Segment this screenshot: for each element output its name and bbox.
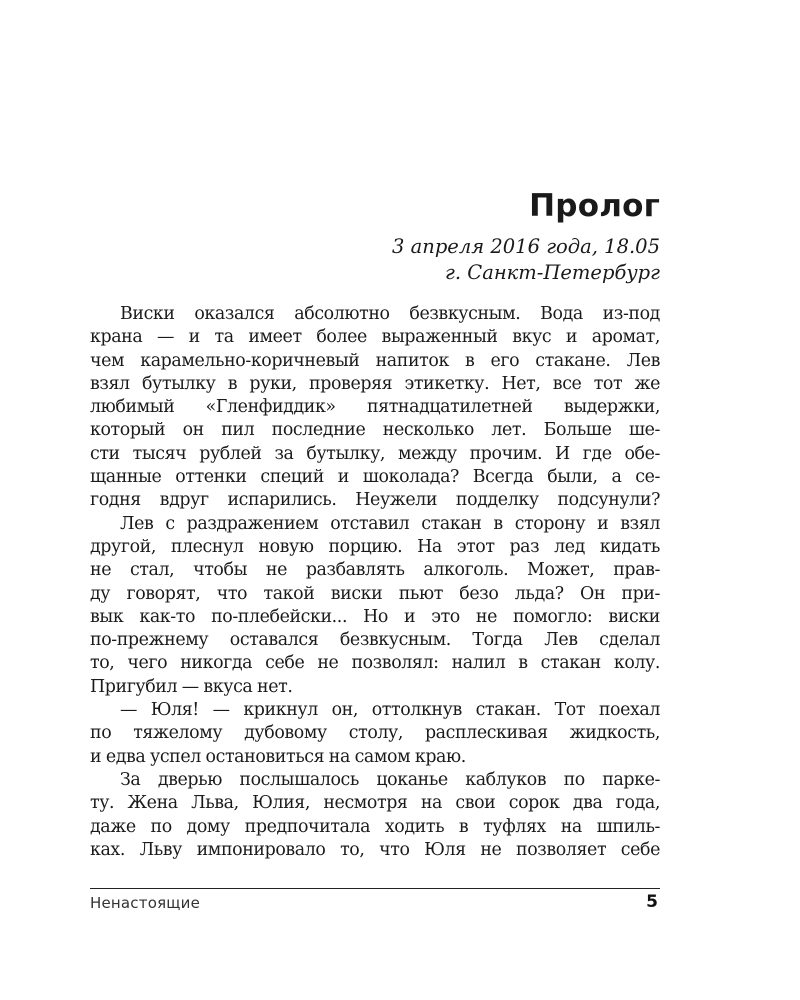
chapter-place: г. Санкт-Петербург — [445, 261, 660, 284]
text-line: по тяжелому дубовому столу, расплескивая жидкость, — [90, 723, 660, 744]
chapter-title: Пролог — [529, 188, 660, 224]
text-line: любимый «Гленфиддик» пятнадцатилетней выдержки, — [90, 397, 660, 418]
text-line: щанные оттенки специй и шоколада? Всегда были, а се- — [90, 467, 660, 488]
text-line: сти тысяч рублей за бутылку, между прочим. И где обе- — [90, 443, 660, 464]
text-line: не стал, чтобы не разбавлять алкоголь. Может, прав- — [90, 560, 660, 581]
text-line: Виски оказался абсолютно безвкусным. Вода из-под — [120, 304, 660, 324]
text-line: годня вдруг испарились. Неужели подделку подсунули? — [90, 490, 660, 511]
text-line: даже по дому предпочитала ходить в туфлях на шпиль- — [90, 816, 660, 837]
chapter-dateline — [392, 234, 660, 286]
text-line: Пригубил — вкуса нет. — [90, 676, 293, 697]
text-line: крана — и та имеет более выраженный вкус и аромат, — [90, 327, 660, 348]
text-line: взял бутылку в руки, проверяя этикетку. Нет, все тот же — [90, 373, 660, 394]
text-line: — Юля! — крикнул он, оттолкнув стакан. Тот поехал — [120, 700, 660, 721]
page-number: 5 — [646, 892, 658, 912]
book-page — [90, 0, 660, 1000]
footer-divider — [90, 888, 660, 889]
text-line: то, чего никогда себе не позволял: налил в стакан колу. — [90, 653, 660, 674]
text-line: ках. Льву импонировало то, что Юля не позволяет себе — [90, 839, 660, 860]
body-text — [90, 303, 660, 862]
text-line: по-прежнему оставался безвкусным. Тогда Лев сделал — [90, 630, 660, 651]
chapter-date: 3 апреля 2016 года, 18.05 — [392, 235, 660, 258]
text-line: За дверью послышалось цоканье каблуков по парке- — [120, 769, 660, 790]
text-line: и едва успел остановиться на самом краю. — [90, 746, 466, 767]
text-line: чем карамельно-коричневый напиток в его стакане. Лев — [90, 350, 660, 371]
running-footer-title: Ненастоящие — [90, 894, 200, 912]
text-line: ду говорят, что такой виски пьют безо льда? Он при- — [90, 583, 660, 604]
text-line: вык как-то по-плебейски... Но и это не помогло: виски — [90, 606, 660, 627]
text-line: Лев с раздражением отставил стакан в сторону и взял — [120, 513, 660, 534]
text-line: ту. Жена Льва, Юлия, несмотря на свои сорок два года, — [90, 793, 660, 814]
text-line: другой, плеснул новую порцию. На этот раз лед кидать — [90, 536, 660, 557]
text-line: который он пил последние несколько лет. Больше ше- — [90, 420, 660, 441]
